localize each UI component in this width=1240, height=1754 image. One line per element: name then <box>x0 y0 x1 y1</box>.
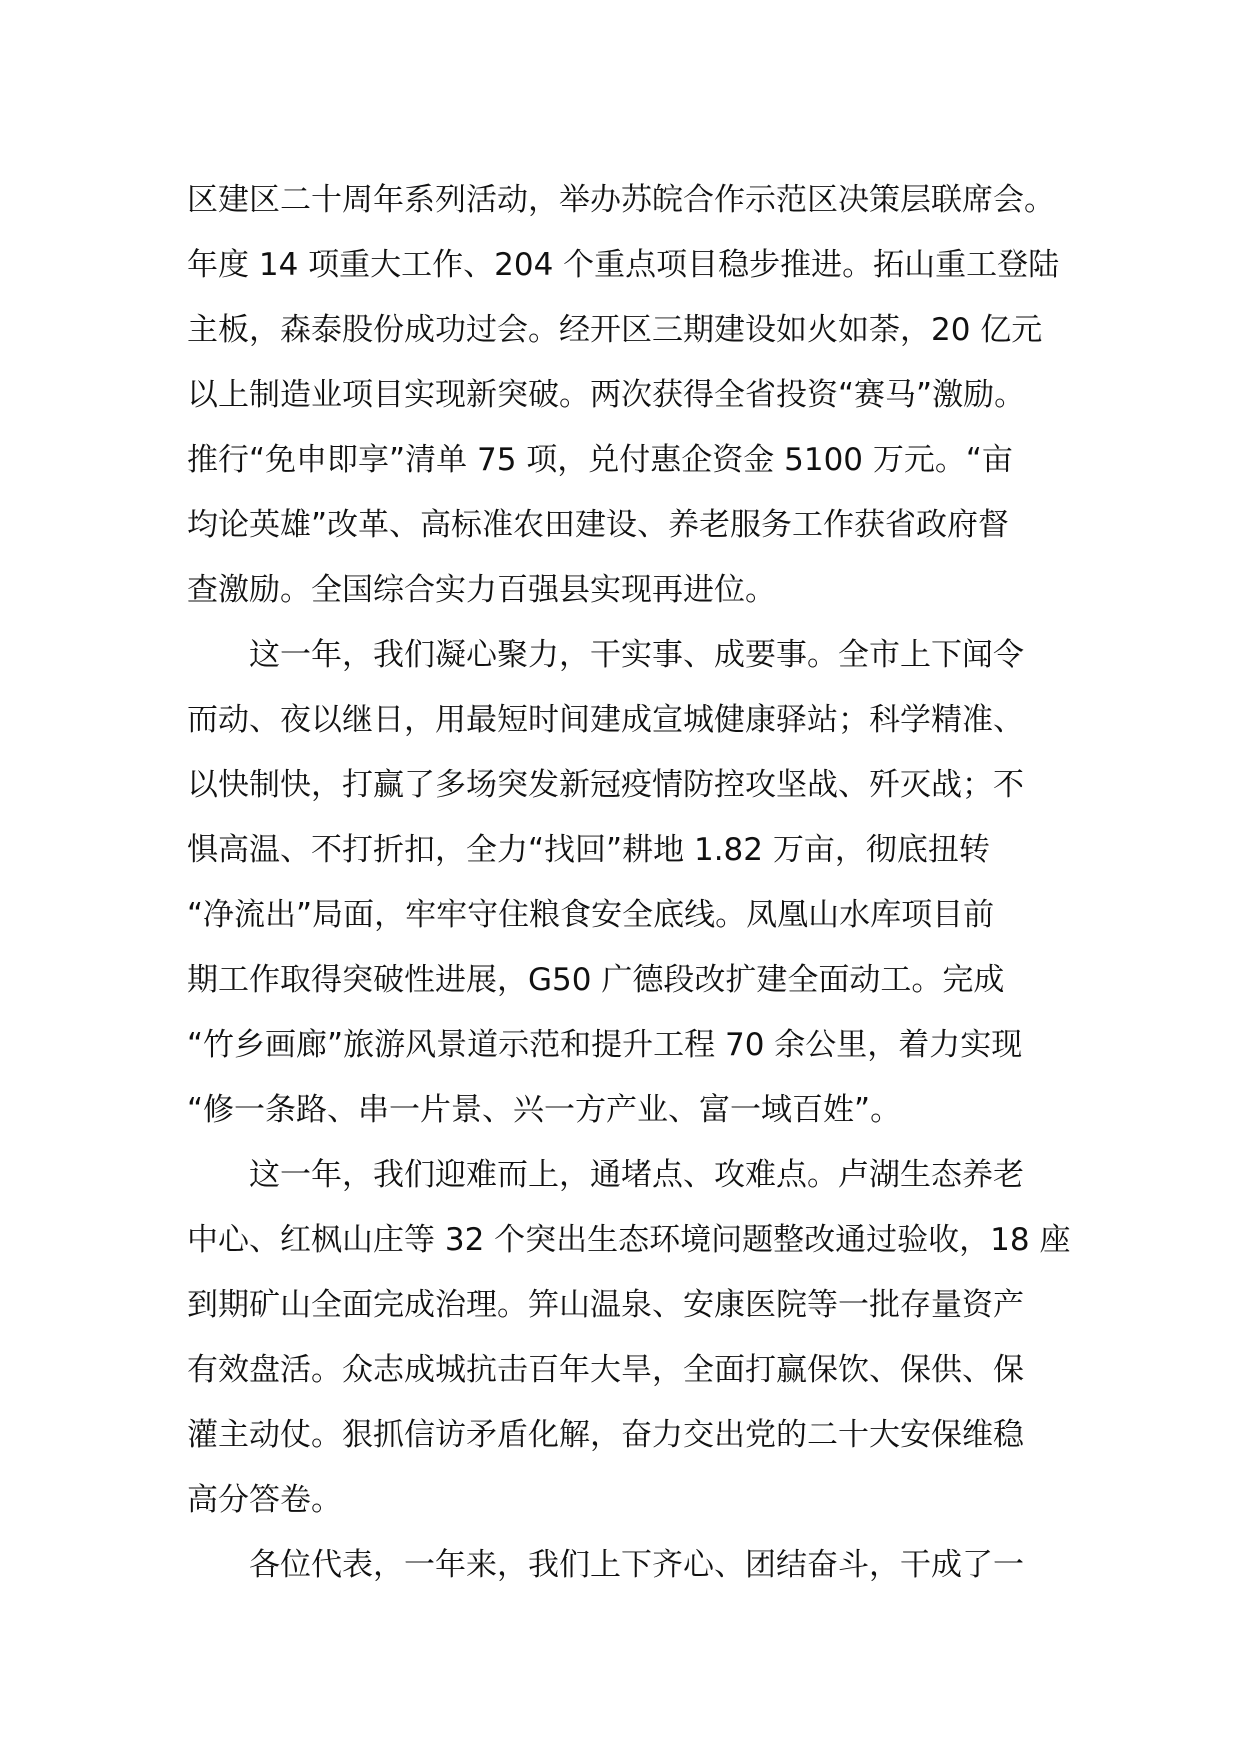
text-line: 区建区二十周年系列活动，举办苏皖合作示范区决策层联席会。 <box>187 182 1055 218</box>
text-line: 均论英雄”改革、高标准农田建设、养老服务工作获省政府督 <box>187 507 1010 543</box>
text-line: 以快制快，打赢了多场突发新冠疫情防控攻坚战、歼灭战；不 <box>187 767 1024 803</box>
text-line: 高分答卷。 <box>187 1482 342 1518</box>
text-line: 查激励。全国综合实力百强县实现再进位。 <box>187 572 776 608</box>
text-line: “净流出”局面，牢牢守住粮食安全底线。凤凰山水库项目前 <box>187 897 995 933</box>
text-line: “修一条路、串一片景、兴一方产业、富一域百姓”。 <box>187 1092 902 1128</box>
text-line: 这一年，我们凝心聚力，干实事、成要事。全市上下闻令 <box>249 637 1024 673</box>
text-line: 这一年，我们迎难而上，通堵点、攻难点。卢湖生态养老 <box>249 1157 1024 1193</box>
text-line: 到期矿山全面完成治理。笄山温泉、安康医院等一批存量资产 <box>187 1287 1024 1323</box>
text-line: 有效盘活。众志成城抗击百年大旱，全面打赢保饮、保供、保 <box>187 1352 1024 1388</box>
text-line: 年度 14 项重大工作、204 个重点项目稳步推进。拓山重工登陆 <box>187 247 1060 283</box>
text-line: 中心、红枫山庄等 32 个突出生态环境问题整改通过验收，18 座 <box>187 1222 1071 1258</box>
text-line: 而动、夜以继日，用最短时间建成宣城健康驿站；科学精准、 <box>187 702 1024 738</box>
paragraph-1 <box>187 168 1067 623</box>
text-line: 惧高温、不打折扣，全力“找回”耕地 1.82 万亩，彻底扭转 <box>187 832 990 868</box>
text-line: “竹乡画廊”旅游风景道示范和提升工程 70 余公里，着力实现 <box>187 1027 1023 1063</box>
paragraph-4 <box>187 1533 1067 1598</box>
document-body <box>187 168 1071 1598</box>
text-line: 期工作取得突破性进展，G50 广德段改扩建全面动工。完成 <box>187 962 1005 998</box>
text-line: 以上制造业项目实现新突破。两次获得全省投资“赛马”激励。 <box>187 377 1026 413</box>
paragraph-2 <box>187 623 1067 1143</box>
text-line: 推行“免申即享”清单 75 项，兑付惠企资金 5100 万元。“亩 <box>187 442 1013 478</box>
text-line: 各位代表，一年来，我们上下齐心、团结奋斗，干成了一 <box>249 1547 1024 1583</box>
text-line: 主板，森泰股份成功过会。经开区三期建设如火如荼，20 亿元 <box>187 312 1043 348</box>
paragraph-3 <box>187 1143 1071 1533</box>
text-line: 灌主动仗。狠抓信访矛盾化解，奋力交出党的二十大安保维稳 <box>187 1417 1024 1453</box>
